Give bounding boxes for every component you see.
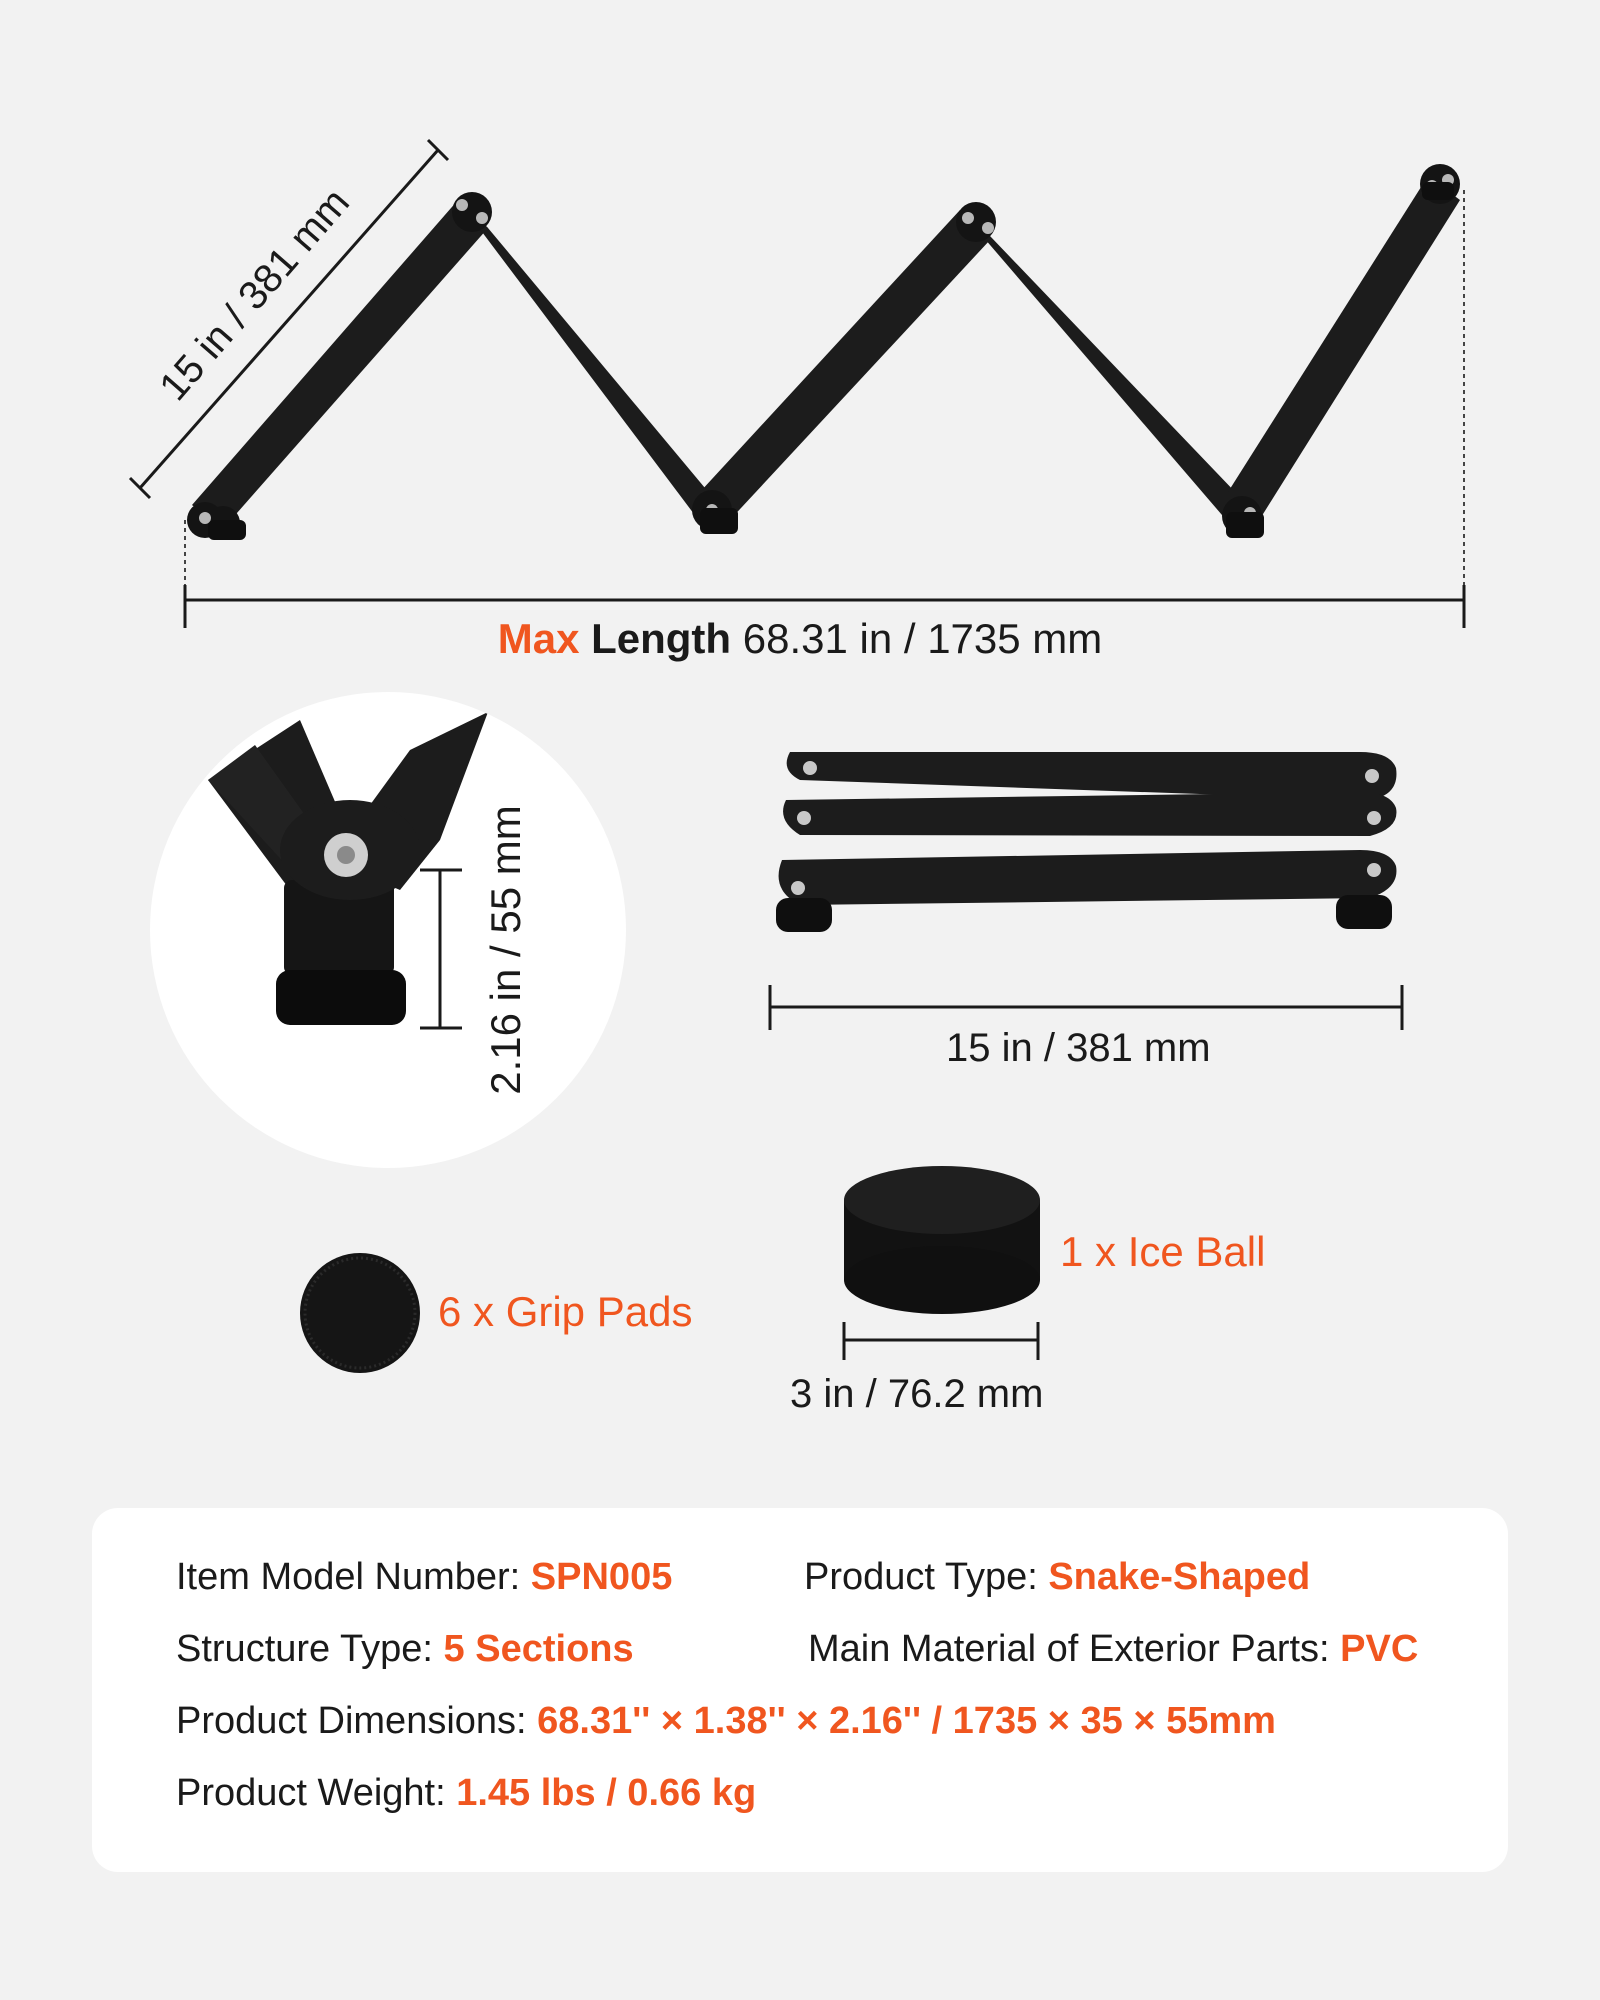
spec-type [804, 1556, 1310, 1599]
height-dimension-label: 2.16 in / 55 mm [482, 805, 529, 1095]
spec-structure-value: 5 Sections [443, 1628, 634, 1670]
ice-ball-illustration [844, 1166, 1040, 1360]
spec-material-label: Main Material of Exterior Parts: [808, 1628, 1341, 1670]
spec-structure [176, 1628, 634, 1671]
spec-type-value: Snake-Shaped [1048, 1556, 1311, 1598]
spec-material [808, 1628, 1418, 1671]
grip-pads-label: 6 x Grip Pads [438, 1288, 693, 1335]
spec-card [92, 1508, 1508, 1872]
spec-structure-label: Structure Type: [176, 1628, 444, 1670]
folded-width-label: 15 in / 381 mm [946, 1026, 1211, 1070]
max-length-title [0, 615, 1600, 663]
spec-weight-label: Product Weight: [176, 1772, 457, 1814]
spec-weight [176, 1772, 756, 1815]
grip-pad-illustration [300, 1253, 420, 1373]
ice-ball-label: 1 x Ice Ball [1060, 1228, 1266, 1275]
extended-arm [187, 164, 1460, 540]
spec-model [176, 1556, 672, 1599]
spec-model-label: Item Model Number: [176, 1556, 531, 1598]
spec-material-value: PVC [1340, 1628, 1419, 1670]
spec-dimensions [176, 1700, 1276, 1743]
spec-weight-value: 1.45 lbs / 0.66 kg [456, 1772, 757, 1814]
spec-model-value: SPN005 [530, 1556, 673, 1598]
spec-dimensions-label: Product Dimensions: [176, 1700, 538, 1742]
foot-detail [150, 692, 626, 1168]
ice-ball-dimension-label: 3 in / 76.2 mm [790, 1372, 1044, 1416]
spec-type-label: Product Type: [804, 1556, 1049, 1598]
spec-dimensions-value: 68.31'' × 1.38'' × 2.16'' / 1735 × 35 × 55mm [537, 1700, 1276, 1742]
segment-dimension-label: 15 in / 381 mm [151, 180, 359, 409]
folded-view [770, 752, 1402, 1030]
max-length-prefix: Max [497, 615, 580, 662]
max-length-value: 68.31 in / 1735 mm [742, 615, 1103, 662]
max-length-bold: Length [591, 615, 732, 662]
